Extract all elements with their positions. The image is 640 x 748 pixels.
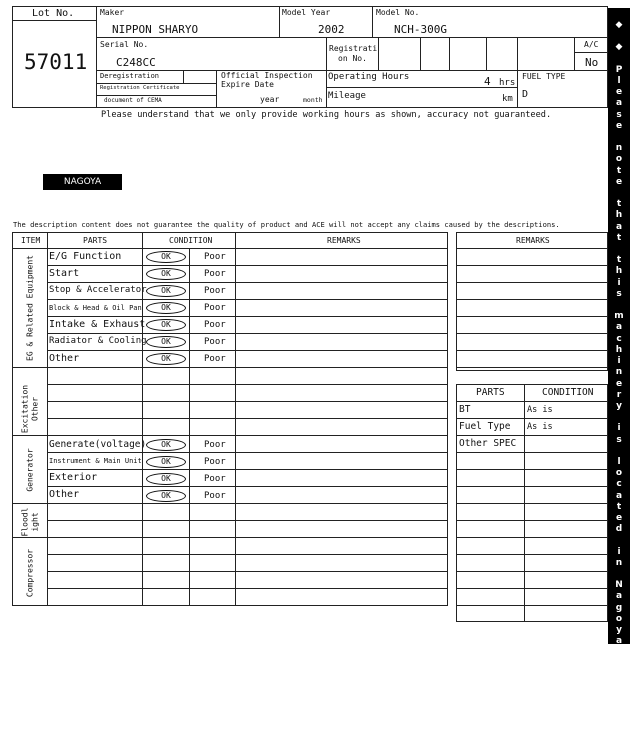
poor-label: Poor xyxy=(204,474,226,484)
inspection-label: Official Inspection xyxy=(221,71,313,80)
divider xyxy=(517,37,518,108)
model-year-label: Model Year xyxy=(282,8,331,17)
divider xyxy=(47,588,448,589)
divider xyxy=(12,367,448,368)
remarks-right-header: REMARKS xyxy=(516,236,550,245)
side-banner-char: a xyxy=(615,322,623,333)
divider xyxy=(12,537,448,538)
side-banner-char: i xyxy=(617,423,621,434)
poor-label: Poor xyxy=(204,457,226,467)
ok-mark: OK xyxy=(146,353,186,365)
registration-label: Registrati xyxy=(329,44,378,53)
location-badge: NAGOYA xyxy=(43,174,122,190)
inspection-label-2: Expire Date xyxy=(221,80,274,89)
side-banner-char: t xyxy=(616,501,622,512)
mileage-unit: km xyxy=(502,94,513,104)
divider xyxy=(326,37,327,108)
floodlight-section-label: Floodl xyxy=(20,507,30,537)
divider xyxy=(47,520,448,521)
side-banner-char: ◆ xyxy=(615,714,623,725)
side-banner-char: o xyxy=(615,613,623,624)
divider xyxy=(216,70,217,108)
divider xyxy=(456,588,608,589)
maker-label: Maker xyxy=(100,8,125,17)
divider xyxy=(47,605,448,606)
divider xyxy=(456,316,608,317)
divider xyxy=(47,316,448,317)
fuel-type-label: FUEL TYPE xyxy=(522,72,566,81)
divider xyxy=(12,435,448,436)
side-banner-char: i xyxy=(617,546,621,557)
side-banner-char: d xyxy=(615,524,623,535)
side-banner-char: t xyxy=(616,199,622,210)
spec-condition-header: CONDITION xyxy=(542,387,594,398)
divider xyxy=(96,6,97,108)
side-banner-char: Y xyxy=(615,658,623,669)
divider xyxy=(449,37,450,70)
divider xyxy=(47,486,448,487)
spec-part-other: Other SPEC xyxy=(459,438,517,449)
generator-section-label: Generator xyxy=(25,448,35,492)
side-banner-char xyxy=(608,132,630,143)
cema-label: document of CEMA xyxy=(104,97,162,104)
side-banner-char: o xyxy=(615,154,623,165)
divider xyxy=(47,265,448,266)
side-banner-char: e xyxy=(615,120,623,131)
divider xyxy=(456,265,608,266)
lot-number: 57011 xyxy=(24,50,88,74)
side-banner-char: ◆ xyxy=(615,737,623,747)
divider xyxy=(96,37,608,38)
parts-header: PARTS xyxy=(83,236,108,245)
side-banner-char: i xyxy=(617,356,621,367)
side-banner-char: N xyxy=(615,580,623,591)
deregistration-label: Deregistration xyxy=(100,72,160,80)
spec-condition-fuel-type: As is xyxy=(527,422,553,432)
side-banner-char: r xyxy=(616,680,622,691)
divider xyxy=(420,37,421,70)
divider xyxy=(47,452,448,453)
poor-label: Poor xyxy=(204,252,226,262)
side-banner-char: g xyxy=(615,602,623,613)
part-radiator-cooling: Radiator & Cooling xyxy=(49,336,147,346)
divider xyxy=(456,503,608,504)
ok-mark: OK xyxy=(146,251,186,263)
part-generate-voltage: Generate(voltage) xyxy=(49,439,147,450)
divider xyxy=(96,95,216,96)
divider xyxy=(12,20,97,21)
divider xyxy=(378,37,379,70)
poor-label: Poor xyxy=(204,286,226,296)
header-frame xyxy=(12,6,608,108)
side-banner-char: h xyxy=(615,266,623,277)
divider xyxy=(47,350,448,351)
side-banner-char: ◆ xyxy=(615,42,623,53)
side-banner-char: s xyxy=(616,434,622,445)
divider xyxy=(456,435,608,436)
part-generator-other: Other xyxy=(49,489,80,500)
side-banner-char: t xyxy=(616,255,622,266)
hours-unit: hrs xyxy=(499,78,516,88)
side-banner xyxy=(608,8,630,747)
divider xyxy=(456,401,608,402)
divider xyxy=(372,6,373,37)
ok-mark: OK xyxy=(146,490,186,502)
part-eg-function: E/G Function xyxy=(49,251,122,262)
side-banner-char: n xyxy=(615,367,623,378)
divider xyxy=(12,248,448,249)
divider xyxy=(96,83,216,84)
disclaimer: The description content does not guarantee the quality of product and ACE will not accept any claims caused by the descriptions. xyxy=(13,220,560,229)
divider xyxy=(47,282,448,283)
spec-condition-bt: As is xyxy=(527,405,553,415)
side-banner-char xyxy=(608,188,630,199)
part-intake-exhaust: Intake & Exhaust xyxy=(49,319,146,330)
side-banner-char: e xyxy=(615,512,623,523)
side-banner-char: h xyxy=(615,210,623,221)
ok-mark: OK xyxy=(146,302,186,314)
side-banner-char: a xyxy=(615,591,623,602)
divider xyxy=(456,469,608,470)
ac-label: A/C xyxy=(584,40,599,49)
divider xyxy=(47,333,448,334)
ok-mark: OK xyxy=(146,285,186,297)
registration-certificate-label: Registration Certificate xyxy=(100,85,180,91)
divider xyxy=(12,503,448,504)
model-no-value: NCH-300G xyxy=(394,23,447,36)
divider xyxy=(47,554,448,555)
spec-part-bt: BT xyxy=(459,404,471,415)
divider xyxy=(456,537,608,538)
operating-hours-value: 4 xyxy=(484,75,491,88)
year-label: year xyxy=(260,95,280,104)
part-start: Start xyxy=(49,268,80,279)
side-banner-char: c xyxy=(616,333,622,344)
side-banner-char: s xyxy=(616,288,622,299)
poor-label: Poor xyxy=(204,491,226,501)
part-instrument-main-unit: Instrument & Main Unit xyxy=(49,457,142,465)
divider xyxy=(235,232,236,606)
ok-mark: OK xyxy=(146,268,186,280)
side-banner-char: d xyxy=(615,692,623,703)
divider xyxy=(456,554,608,555)
part-eg-other: Other xyxy=(49,353,80,364)
side-banner-char: t xyxy=(616,165,622,176)
remarks-header: REMARKS xyxy=(327,236,361,245)
divider xyxy=(189,248,190,606)
maker-value: NIPPON SHARYO xyxy=(112,23,199,36)
poor-label: Poor xyxy=(204,303,226,313)
model-no-label: Model No. xyxy=(376,8,420,17)
ok-mark: OK xyxy=(146,473,186,485)
divider xyxy=(47,469,448,470)
divider xyxy=(47,384,448,385)
month-label: month xyxy=(303,96,323,104)
eg-section-label: EG & Related Equipment xyxy=(25,255,35,361)
divider xyxy=(456,299,608,300)
serial-label: Serial No. xyxy=(100,40,149,49)
side-banner-char: h xyxy=(615,344,623,355)
part-stop-accelerator: Stop & Accelerator xyxy=(49,285,147,295)
side-banner-char: s xyxy=(616,109,622,120)
side-banner-char: n xyxy=(615,143,623,154)
poor-label: Poor xyxy=(204,337,226,347)
side-banner-char xyxy=(608,412,630,423)
item-header: ITEM xyxy=(21,236,41,245)
divider xyxy=(456,367,608,368)
side-banner-char: l xyxy=(617,456,621,467)
spec-parts-header: PARTS xyxy=(476,387,505,398)
side-banner-char xyxy=(608,31,630,42)
divider xyxy=(47,401,448,402)
lot-label: Lot No. xyxy=(32,8,75,19)
side-banner-char: l xyxy=(617,76,621,87)
side-banner-char: i xyxy=(617,277,621,288)
side-banner-char: a xyxy=(615,490,623,501)
registration-label-2: on No. xyxy=(338,54,367,63)
divider xyxy=(47,299,448,300)
poor-label: Poor xyxy=(204,269,226,279)
divider xyxy=(456,571,608,572)
side-banner-char: e xyxy=(615,378,623,389)
side-banner-char: c xyxy=(616,479,622,490)
condition-header: CONDITION xyxy=(169,236,213,245)
side-banner-char: o xyxy=(615,468,623,479)
side-banner-char: m xyxy=(614,311,624,322)
divider xyxy=(183,70,184,83)
fuel-type-value: D xyxy=(522,89,529,100)
side-banner-char: e xyxy=(615,176,623,187)
side-banner-char xyxy=(608,726,630,737)
divider xyxy=(456,418,608,419)
poor-label: Poor xyxy=(204,440,226,450)
side-banner-char: P xyxy=(615,64,623,75)
ac-value: No xyxy=(585,56,599,69)
side-banner-char: a xyxy=(615,636,623,647)
side-banner-char: n xyxy=(615,557,623,568)
operating-hours-label: Operating Hours xyxy=(328,72,410,82)
divider xyxy=(47,418,448,419)
divider xyxy=(47,232,48,606)
divider xyxy=(486,37,487,70)
side-banner-char: y xyxy=(616,400,622,411)
hours-notice: Please understand that we only provide working hours as shown, accuracy not guaranteed. xyxy=(101,110,552,120)
side-banner-char: t xyxy=(616,232,622,243)
divider xyxy=(574,37,575,70)
ok-mark: OK xyxy=(146,456,186,468)
divider xyxy=(456,350,608,351)
divider xyxy=(456,452,608,453)
side-banner-char: r xyxy=(616,389,622,400)
part-block-head-oil-pan: Block & Head & Oil Pan xyxy=(49,304,142,312)
side-banner-char xyxy=(608,244,630,255)
side-banner-char: y xyxy=(616,624,622,635)
divider xyxy=(456,282,608,283)
model-year-value: 2002 xyxy=(318,23,345,36)
divider xyxy=(456,520,608,521)
spec-part-fuel-type: Fuel Type xyxy=(459,421,511,432)
floodlight-section-label-2: ight xyxy=(30,512,40,532)
serial-value: C248CC xyxy=(116,56,156,69)
divider xyxy=(456,605,608,606)
divider xyxy=(456,248,608,249)
compressor-section-label: Compressor xyxy=(25,548,35,598)
side-banner-char xyxy=(608,647,630,658)
side-banner-char: a xyxy=(615,98,623,109)
mileage-label: Mileage xyxy=(328,91,366,101)
side-banner-char xyxy=(608,535,630,546)
side-banner-char xyxy=(608,446,630,457)
divider xyxy=(47,571,448,572)
ok-mark: OK xyxy=(146,336,186,348)
side-banner-char xyxy=(608,300,630,311)
side-banner-char: e xyxy=(615,87,623,98)
poor-label: Poor xyxy=(204,354,226,364)
side-banner-char xyxy=(608,703,630,714)
ok-mark: OK xyxy=(146,319,186,331)
divider xyxy=(96,70,608,71)
side-banner-char: ◆ xyxy=(615,20,623,30)
divider xyxy=(279,6,280,37)
excitation-section-label-2: Other xyxy=(30,396,40,422)
poor-label: Poor xyxy=(204,320,226,330)
excitation-section-label: Excitation xyxy=(20,384,30,434)
ok-mark: OK xyxy=(146,439,186,451)
side-banner-char: a xyxy=(615,221,623,232)
part-exterior: Exterior xyxy=(49,472,98,483)
divider xyxy=(456,333,608,334)
side-banner-char: a xyxy=(615,669,623,680)
divider xyxy=(574,52,608,53)
side-banner-char xyxy=(608,569,630,580)
divider xyxy=(456,486,608,487)
side-banner-char xyxy=(608,54,630,65)
